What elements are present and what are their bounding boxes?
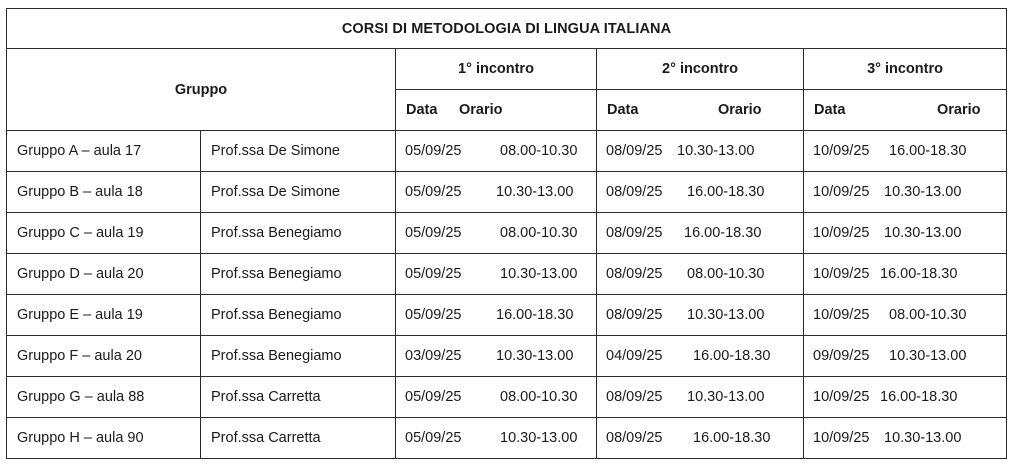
session-time: 08.00-10.30 (500, 143, 578, 159)
session-date: 10/09/25 (813, 225, 870, 241)
gruppo-cell: Gruppo D – aula 20 (7, 254, 201, 295)
session-time: 10.30-13.00 (500, 430, 578, 446)
orario-label: Orario (459, 102, 503, 118)
session-date: 09/09/25 (813, 348, 870, 364)
session-time: 08.00-10.30 (500, 225, 578, 241)
session-date: 10/09/25 (813, 143, 870, 159)
session-time: 10.30-13.00 (884, 430, 962, 446)
session-2-cell (597, 295, 804, 336)
session-time: 16.00-18.30 (693, 430, 771, 446)
table-row (7, 377, 1007, 418)
session-3-cell (804, 254, 1007, 295)
table-row (7, 295, 1007, 336)
session-1-cell (396, 213, 597, 254)
session-time: 10.30-13.00 (884, 184, 962, 200)
table-row (7, 336, 1007, 377)
session-time: 10.30-13.00 (496, 184, 574, 200)
session-date: 04/09/25 (606, 348, 663, 364)
orario-label: Orario (718, 102, 762, 118)
session-2-cell (597, 336, 804, 377)
session-3-cell (804, 295, 1007, 336)
data-label: Data (406, 102, 438, 118)
session-date: 08/09/25 (606, 389, 663, 405)
session-time: 10.30-13.00 (500, 266, 578, 282)
session-2-header: 2° incontro (597, 49, 804, 90)
session-3-cell (804, 213, 1007, 254)
session-2-subheader (597, 90, 804, 131)
session-3-cell (804, 336, 1007, 377)
gruppo-cell: Gruppo G – aula 88 (7, 377, 201, 418)
session-date: 08/09/25 (606, 266, 663, 282)
session-time: 08.00-10.30 (500, 389, 578, 405)
session-date: 08/09/25 (606, 307, 663, 323)
table-row (7, 172, 1007, 213)
session-date: 10/09/25 (813, 430, 870, 446)
session-time: 10.30-13.00 (687, 389, 765, 405)
session-time: 16.00-18.30 (687, 184, 765, 200)
session-date: 05/09/25 (405, 430, 462, 446)
session-date: 05/09/25 (405, 184, 462, 200)
professor-cell: Prof.ssa Benegiamo (201, 336, 396, 377)
professor-cell: Prof.ssa De Simone (201, 172, 396, 213)
session-3-header: 3° incontro (804, 49, 1007, 90)
session-1-cell (396, 131, 597, 172)
session-date: 05/09/25 (405, 143, 462, 159)
professor-cell: Prof.ssa Carretta (201, 418, 396, 459)
gruppo-header: Gruppo (7, 49, 396, 131)
session-date: 05/09/25 (405, 307, 462, 323)
session-2-cell (597, 254, 804, 295)
session-time: 08.00-10.30 (687, 266, 765, 282)
session-date: 05/09/25 (405, 266, 462, 282)
session-date: 08/09/25 (606, 225, 663, 241)
session-1-cell (396, 172, 597, 213)
gruppo-cell: Gruppo B – aula 18 (7, 172, 201, 213)
session-3-cell (804, 418, 1007, 459)
session-time: 16.00-18.30 (496, 307, 574, 323)
session-2-cell (597, 377, 804, 418)
session-3-subheader (804, 90, 1007, 131)
professor-cell: Prof.ssa Carretta (201, 377, 396, 418)
session-time: 10.30-13.00 (687, 307, 765, 323)
table-row (7, 131, 1007, 172)
session-time: 10.30-13.00 (496, 348, 574, 364)
session-3-cell (804, 131, 1007, 172)
session-date: 08/09/25 (606, 430, 663, 446)
professor-cell: Prof.ssa Benegiamo (201, 254, 396, 295)
session-1-cell (396, 377, 597, 418)
session-time: 16.00-18.30 (684, 225, 762, 241)
session-date: 05/09/25 (405, 225, 462, 241)
professor-cell: Prof.ssa De Simone (201, 131, 396, 172)
session-date: 08/09/25 (606, 184, 663, 200)
schedule-table (6, 8, 1007, 459)
table-row (7, 418, 1007, 459)
session-date: 05/09/25 (405, 389, 462, 405)
session-1-cell (396, 295, 597, 336)
professor-cell: Prof.ssa Benegiamo (201, 295, 396, 336)
session-date: 10/09/25 (813, 184, 870, 200)
session-3-cell (804, 172, 1007, 213)
session-1-subheader (396, 90, 597, 131)
session-1-cell (396, 418, 597, 459)
session-2-cell (597, 172, 804, 213)
session-time: 10.30-13.00 (884, 225, 962, 241)
session-time: 08.00-10.30 (889, 307, 967, 323)
gruppo-cell: Gruppo H – aula 90 (7, 418, 201, 459)
table-row (7, 213, 1007, 254)
session-1-cell (396, 254, 597, 295)
session-2-cell (597, 131, 804, 172)
gruppo-cell: Gruppo F – aula 20 (7, 336, 201, 377)
session-date: 10/09/25 (813, 307, 870, 323)
table-title: CORSI DI METODOLOGIA DI LINGUA ITALIANA (7, 9, 1007, 49)
schedule-rows (7, 131, 1007, 459)
data-label: Data (607, 102, 639, 118)
session-time: 16.00-18.30 (889, 143, 967, 159)
data-label: Data (814, 102, 846, 118)
session-2-cell (597, 213, 804, 254)
session-1-cell (396, 336, 597, 377)
session-time: 16.00-18.30 (880, 389, 958, 405)
session-time: 10.30-13.00 (889, 348, 967, 364)
session-date: 08/09/25 (606, 143, 663, 159)
gruppo-cell: Gruppo A – aula 17 (7, 131, 201, 172)
orario-label: Orario (937, 102, 981, 118)
schedule-sheet (6, 8, 1006, 466)
session-3-cell (804, 377, 1007, 418)
professor-cell: Prof.ssa Benegiamo (201, 213, 396, 254)
session-1-header: 1° incontro (396, 49, 597, 90)
table-row (7, 254, 1007, 295)
session-date: 10/09/25 (813, 266, 870, 282)
session-time: 16.00-18.30 (880, 266, 958, 282)
session-time: 16.00-18.30 (693, 348, 771, 364)
session-date: 03/09/25 (405, 348, 462, 364)
gruppo-cell: Gruppo C – aula 19 (7, 213, 201, 254)
session-date: 10/09/25 (813, 389, 870, 405)
gruppo-cell: Gruppo E – aula 19 (7, 295, 201, 336)
session-2-cell (597, 418, 804, 459)
session-time: 10.30-13.00 (677, 143, 755, 159)
